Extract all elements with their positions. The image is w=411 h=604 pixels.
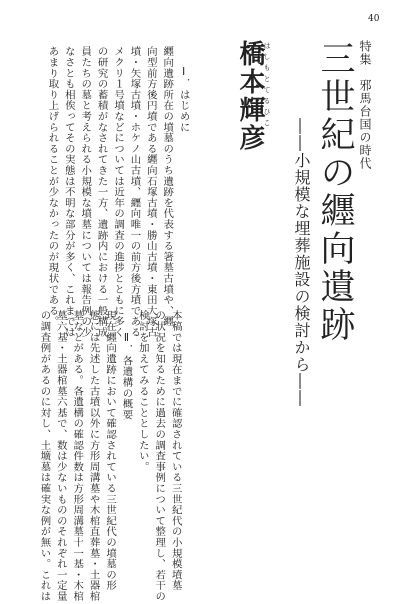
body-line: あまり取り上げられることが少なかったのが現状である。 <box>46 46 59 327</box>
body-line: 向型前方後円墳である纒向石塚古墳・勝山古墳・東田大塚古 <box>144 46 157 338</box>
body-line: の状況を知るために過去の調査事例について整理し、若干の <box>153 310 166 602</box>
body-line: メクリ１号墳などについては近年の調査の進捗とともに多く <box>112 46 125 338</box>
body-line: 纒向遺跡所在の墳墓のうち遺跡を代表する箸墓古墳や、纒 <box>161 46 174 327</box>
page-number: 40 <box>368 14 380 24</box>
body-line: 員たちの墓と考えられる小規模な墳墓については報告例の少 <box>79 46 92 338</box>
author-ruby: はしもとてるひこ <box>263 42 271 130</box>
article-subtitle: ――小規模な埋葬施設の検討から―― <box>292 118 311 407</box>
body-line: 現在纒向遺跡において確認されている三世紀代の墳墓の形 <box>104 310 117 591</box>
author-name: 橋本輝彦 <box>235 40 265 152</box>
upper-text-block <box>44 46 192 346</box>
body-line: の調査例があるのに対し、土壙墓は確実な例が無い。これは <box>38 310 51 602</box>
lower-text-block <box>36 310 184 602</box>
feature-label: 特集 邪馬台国の時代 <box>358 40 372 170</box>
section-heading-intro: Ⅰ．はじめに <box>177 66 190 133</box>
body-line: 墓などがある。各遺構の確認件数は方形周溝墓十一基・木棺 <box>71 310 84 602</box>
body-line: の研究の蓄積がなされてきた一方、遺跡内における一般構成 <box>95 46 108 338</box>
body-line: 墓六基・土器棺墓六基で、数は少ないもののそれぞれ一定量 <box>54 310 67 602</box>
body-line: 本稿では現在までに確認されている三世紀代の小規模墳墓 <box>169 310 182 591</box>
body-line: 墳・矢塚古墳・ホケノ山古墳、纒向唯一の前方後方墳である <box>128 46 141 338</box>
body-line: 態には先述した古墳以外に方形周溝墓や木棺直葬墓・土器棺 <box>87 310 100 602</box>
article-title: 三世紀の纒向遺跡 <box>315 40 355 344</box>
section-heading-overview: Ⅱ．各遺構の概要 <box>120 332 133 420</box>
body-line: 検討を加えてみることとしたい。 <box>136 310 149 472</box>
body-line: なさとも相俟ってその実態は不明な部分が多く、これまでは <box>62 46 75 338</box>
